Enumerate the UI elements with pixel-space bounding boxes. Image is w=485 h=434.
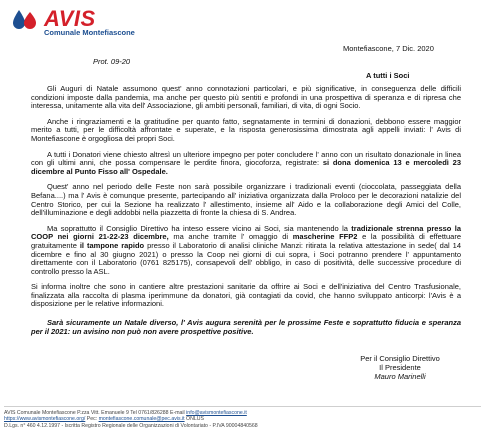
letter-date: Montefiascone, 7 Dic. 2020 [343, 44, 434, 53]
signature-line: Il Presidente [379, 363, 421, 372]
paragraph: Quest' anno nel periodo delle Feste non sarà possibile organizzare i tradizionali eventi (cioccolata, passeggiata della Befana....) ma l' Avis è comunque presente, partecipando all' iniziativa organizzata dalla Proloco per le decorazioni natalizie del Centro Storico, per cui la Sezione ha realizzato l' allestimento, insieme all' Aido e la collaborazione degli Amici del Colle, dell'illuminazione e degli addobbi nella piazzetta di fronte la chiesa di S. Andrea. [31, 182, 461, 218]
paragraph-text: Ma soprattutto il Consiglio Direttivo ha inteso essere vicino ai Soci, sia mantenendo la [47, 223, 352, 233]
brand-subtitle: Comunale Montefiascone [44, 28, 135, 37]
footer-text: AVIS Comunale Montefiascone P.zza Vitt. Emanuele 9 Tel 0761/826288 E-mail [4, 410, 187, 416]
footer-line: D.Lgs. n° 460 4.12.1997 - Iscritta Registro Regionale delle Organizzazioni di Volontariato - P.IVA 90004840568 [4, 422, 258, 429]
paragraph [31, 225, 461, 277]
paragraph-text: A tutti i Donatori viene chiesto altresì un ulteriore impegno per poter concludere l' anno con un risultato donazionale in linea con gli ultimi anni, che possa compensare le perdite finora, giocoforza, registrate: [31, 149, 461, 168]
paragraph: Si informa inoltre che sono in cantiere altre prestazioni sanitarie da offrire ai Soci e dell'iniziativa del Centro Trasfusionale, finalizzata alla raccolta di plasma iperimmune da donatori, già contagiati da covid, che hanno sviluppato anticorpi: l'Avis è a disposizione per le relative informazioni. [31, 282, 461, 309]
paragraph-emphasis: il tampone rapido [79, 240, 145, 250]
recipient: A tutti i Soci [366, 71, 410, 80]
website-link[interactable]: https://www.avismontefiascone.org/ [4, 416, 86, 423]
letter-body [31, 85, 461, 343]
avis-drops-icon [12, 8, 40, 30]
paragraph-emphasis: tradizionale strenna presso la COOP nei giorni 21-22-23 dicembre, [31, 223, 461, 242]
footer-text: Pec: [85, 416, 99, 423]
closing-greeting: Sarà sicuramente un Natale diverso, l' Avis augura serenità per le prossime Feste e soprattutto fiducia e speranza per il 2021: un avisino non può non avere prospettive positive. [31, 318, 461, 336]
paragraph-text: e la possibilità di effettuare gratuitamente [31, 232, 462, 250]
paragraph-text: ma anche tramite l' omaggio di [168, 232, 293, 242]
signature-block [345, 354, 455, 381]
paragraph-emphasis: mascherine FFP2 [292, 232, 358, 242]
footer-divider [4, 406, 481, 407]
letter-footer [4, 410, 481, 429]
paragraph: Anche i ringraziamenti e la gratitudine per quanto fatto, segnatamente in termini di donazioni, debbono essere maggior merito a tutti, per le difficoltà affrontate e superate, e la risposta generosissima dimostrata agli appelli inviati: l' Avis di Montefiascone è orgogliosa dei propri Soci. [31, 116, 461, 143]
paragraph: Gli Auguri di Natale assumono quest' anno connotazioni particolari, e più significative, in conseguenza delle difficili condizioni imposte dalla pandemia, ma anche per questo più sentiti e profondi in una prospettiva di speranza e di ripresa che interessa, unitamente alla vita dell' Associazione, gli ambiti personali, familiari, di vita, di ogni Socio. [31, 84, 461, 111]
letterhead-logo [10, 6, 150, 36]
footer-text: ONLUS [184, 416, 204, 423]
paragraph-text: presso il Laboratorio di analisi cliniche Manzi: ritirata la relativa attestazione in sede( dal 14 dicembre e fino al 30 giugno 2021) o presso la Coop nei giorni di cui sopra, i Soci potranno prendere l' appuntamento direttamente con il Laboratorio (0761 825175), consapevoli dell' obbligo, in caso di positività, delle successive procedure di controllo presso la ASL. [31, 240, 461, 276]
brand-name: AVIS [44, 6, 96, 31]
paragraph [31, 151, 461, 177]
email-link[interactable]: info@avismontefiascone.it [186, 410, 247, 416]
signatory-name: Mauro Marinelli [374, 372, 426, 381]
protocol-number: Prot. 09-20 [93, 57, 131, 66]
signature-line: Per il Consiglio Direttivo [360, 354, 440, 363]
pec-link[interactable]: montefiascone.comunale@pec.avis.it [98, 416, 185, 423]
paragraph-emphasis: si dona domenica 13 e mercoledì 23 dicembre al Punto Fisso all' Ospedale. [31, 158, 461, 176]
